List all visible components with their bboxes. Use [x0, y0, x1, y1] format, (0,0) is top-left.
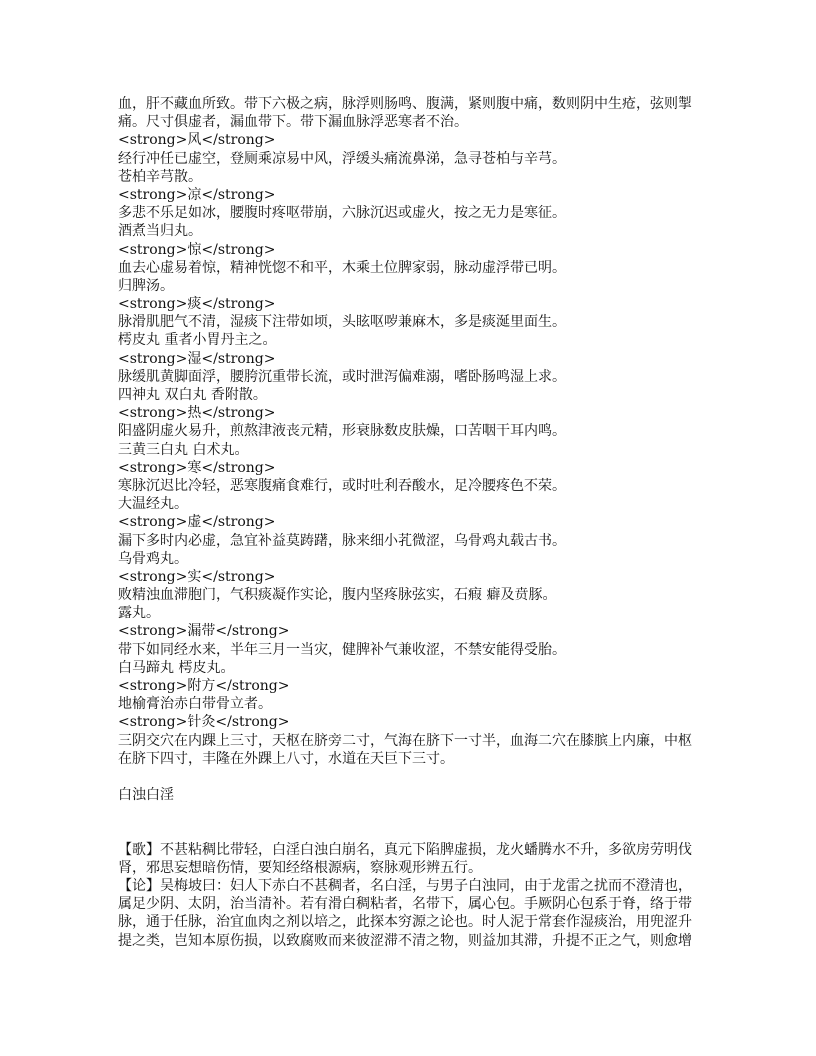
text-line: 脉，通于任脉，治宜血肉之剂以培之，此探本穷源之论也。时人泥于常套作湿痰治，用兜涩升: [118, 914, 692, 931]
text-line: 在脐下四寸，丰隆在外踝上八寸，水道在天巨下三寸。: [118, 750, 454, 767]
text-line: 阳盛阴虚火易升，煎熬津液丧元精，形衰脉数皮肤燥，口苦咽干耳内鸣。: [118, 423, 566, 440]
text-line: 漏下多时内必虚，急宜补益莫踌躇，脉来细小芤微涩，乌骨鸡丸载古书。: [118, 532, 566, 549]
entry-heading: <strong>针灸</strong>: [118, 714, 290, 731]
entry-block: [118, 241, 708, 296]
entry-heading: <strong>惊</strong>: [118, 241, 276, 258]
text-line: 苍柏辛芎散。: [118, 168, 202, 185]
text-line: 属足少阴、太阴，治当清补。若有滑白稠粘者，名带下，属心包。手厥阴心包系于脊，络于带: [118, 896, 692, 913]
text-line: 露丸。: [118, 605, 160, 622]
entry-heading: <strong>虚</strong>: [118, 514, 276, 531]
text-line: 脉滑肌肥气不清，湿痰下注带如顷，头眩呕哕兼麻木，多是痰涎里面生。: [118, 314, 566, 331]
entry-heading: <strong>凉</strong>: [118, 186, 276, 203]
entry-block: [118, 295, 708, 350]
text-line: 酒煮当归丸。: [118, 223, 202, 240]
section2-body: [118, 841, 708, 950]
text-line: 大温经丸。: [118, 496, 188, 513]
entry-heading: <strong>漏带</strong>: [118, 623, 290, 640]
entry-heading: <strong>湿</strong>: [118, 350, 276, 367]
text-line: 脉缓肌黄脚面浮，腰胯沉重带长流，或时泄泻偏难溺，嗜卧肠鸣湿上求。: [118, 368, 566, 385]
text-line: 地榆膏治赤白带骨立者。: [118, 696, 272, 713]
entry-block: [118, 350, 708, 405]
text-line: 痛。尺寸俱虚者，漏血带下。带下漏血脉浮恶寒者不治。: [118, 114, 468, 131]
text-line: 败精浊血滞胞门，气积痰凝作实论，腹内坚疼脉弦实，石瘕 癖及贲豚。: [118, 587, 557, 604]
entry-block: [118, 186, 708, 241]
entry-heading: <strong>实</strong>: [118, 568, 276, 585]
entry-block: [118, 459, 708, 514]
text-line: 【论】吴梅坡曰：妇人下赤白不甚稠者，名白淫，与男子白浊同，由于龙雷之扰而不澄清也，: [118, 878, 692, 895]
text-line: 【歌】不甚粘稠比带轻，白淫白浊白崩名，真元下陷脾虚损，龙火蟠腾水不升，多欲房劳明伐: [118, 841, 692, 858]
entries-list: [118, 131, 708, 768]
entry-block: [118, 713, 708, 768]
text-line: 三黄三白丸 白术丸。: [118, 441, 249, 458]
text-line: 肾，邪思妄想暗伤情，要知经络根源病，察脉观形辨五行。: [118, 859, 482, 876]
text-line: 带下如同经水来，半年三月一当灾，健脾补气兼收涩，不禁安能得受胎。: [118, 641, 566, 658]
entry-block: [118, 131, 708, 186]
text-line: 归脾汤。: [118, 277, 174, 294]
entry-block: [118, 568, 708, 623]
entry-heading: <strong>风</strong>: [118, 132, 276, 149]
section-title: 白浊白淫: [118, 787, 174, 804]
text-line: 提之类，岂知本原伤损，以致腐败而来彼涩滞不清之物，则益加其滞，升提不正之气，则愈增: [118, 932, 692, 949]
entry-block: [118, 513, 708, 568]
entry-block: [118, 677, 708, 713]
document-page: [118, 95, 708, 950]
text-line: 寒脉沉迟比冷轻，恶寒腹痛食难行，或时吐利吞酸水，足冷腰疼色不荣。: [118, 477, 566, 494]
entry-heading: <strong>痰</strong>: [118, 296, 276, 313]
entry-block: [118, 622, 708, 677]
text-line: 血，肝不藏血所致。带下六极之病，脉浮则肠鸣、腹满，紧则腹中痛，数则阴中生疮，弦则掣: [118, 96, 692, 112]
text-line: 白马蹄丸 樗皮丸。: [118, 659, 235, 676]
entry-heading: <strong>热</strong>: [118, 405, 276, 422]
entry-heading: <strong>附方</strong>: [118, 678, 290, 694]
entry-heading: <strong>寒</strong>: [118, 459, 276, 476]
text-line: 三阴交穴在内踝上三寸，天枢在脐旁二寸，气海在脐下一寸半，血海二穴在膝膑上内廉，中枢: [118, 732, 692, 749]
text-line: 经行冲任已虚空，登厕乘凉易中风，浮缓头痛流鼻涕，急寻苍柏与辛芎。: [118, 150, 566, 167]
text-line: 樗皮丸 重者小胃丹主之。: [118, 332, 277, 349]
text-line: 四神丸 双白丸 香附散。: [118, 387, 267, 403]
text-line: 血去心虚易着惊，精神恍惚不和平，木乘土位脾家弱，脉动虚浮带已明。: [118, 259, 566, 276]
text-line: 乌骨鸡丸。: [118, 550, 188, 567]
intro-paragraph: [118, 95, 708, 131]
text-line: 多悲不乐足如冰，腰腹时疼呕带崩，六脉沉迟或虚火，按之无力是寒征。: [118, 205, 566, 222]
entry-block: [118, 404, 708, 459]
